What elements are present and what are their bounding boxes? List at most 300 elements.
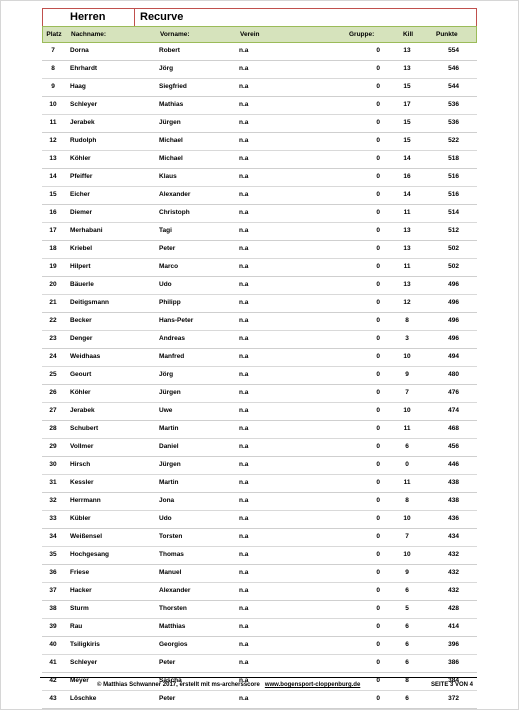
- cell-platz: 27: [49, 407, 57, 414]
- cell-kill: 6: [405, 587, 409, 594]
- cell-platz: 20: [49, 281, 57, 288]
- cell-punkte: 554: [448, 47, 459, 54]
- footer-website-link[interactable]: www.bogensport-cloppenburg.de: [264, 682, 361, 688]
- cell-vorname: Hans-Peter: [159, 317, 194, 324]
- cell-gruppe: 0: [376, 299, 380, 306]
- cell-verein: n.a: [239, 263, 249, 270]
- cell-verein: n.a: [239, 101, 249, 108]
- footer-credit: [97, 678, 360, 692]
- cell-vorname: Mathias: [159, 101, 184, 108]
- cell-platz: 14: [49, 173, 57, 180]
- cell-punkte: 446: [448, 461, 459, 468]
- cell-vorname: Martin: [159, 425, 179, 432]
- cell-vorname: Georgios: [159, 641, 188, 648]
- page-number: SEITE 3 VON 4: [430, 682, 473, 688]
- cell-verein: n.a: [239, 299, 249, 306]
- table-row: [42, 349, 477, 367]
- cell-nachname: Schubert: [70, 425, 99, 432]
- cell-gruppe: 0: [376, 119, 380, 126]
- cell-kill: 13: [403, 65, 411, 72]
- cell-kill: 6: [405, 443, 409, 450]
- cell-gruppe: 0: [376, 551, 380, 558]
- table-row: [42, 547, 477, 565]
- cell-nachname: Denger: [70, 335, 93, 342]
- cell-verein: n.a: [239, 335, 249, 342]
- cell-nachname: Becker: [70, 317, 92, 324]
- cell-punkte: 386: [448, 659, 459, 666]
- header-platz: Platz: [46, 31, 62, 38]
- cell-kill: 11: [403, 479, 411, 486]
- cell-vorname: Michael: [159, 155, 183, 162]
- header-gruppe: Gruppe:: [349, 31, 375, 38]
- cell-punkte: 372: [448, 695, 459, 702]
- cell-punkte: 516: [448, 173, 459, 180]
- cell-nachname: Weidhaas: [70, 353, 101, 360]
- cell-kill: 6: [405, 641, 409, 648]
- cell-gruppe: 0: [376, 461, 380, 468]
- cell-verein: n.a: [239, 209, 249, 216]
- cell-nachname: Hirsch: [70, 461, 91, 468]
- cell-nachname: Köhler: [70, 389, 91, 396]
- table-row: [42, 493, 477, 511]
- cell-gruppe: 0: [376, 227, 380, 234]
- cell-punkte: 432: [448, 569, 459, 576]
- cell-nachname: Meyer: [70, 677, 89, 684]
- cell-gruppe: 0: [376, 335, 380, 342]
- table-row: [42, 601, 477, 619]
- cell-punkte: 512: [448, 227, 459, 234]
- header-vorname: Vorname:: [160, 31, 190, 38]
- cell-vorname: Alexander: [159, 587, 191, 594]
- cell-vorname: Udo: [159, 281, 172, 288]
- cell-vorname: Alexander: [159, 191, 191, 198]
- cell-punkte: 544: [448, 83, 459, 90]
- cell-verein: n.a: [239, 371, 249, 378]
- cell-gruppe: 0: [376, 263, 380, 270]
- cell-kill: 7: [405, 389, 409, 396]
- table-row: [42, 133, 477, 151]
- cell-gruppe: 0: [376, 317, 380, 324]
- cell-verein: n.a: [239, 497, 249, 504]
- cell-vorname: Philipp: [159, 299, 181, 306]
- cell-platz: 26: [49, 389, 57, 396]
- cell-vorname: Michael: [159, 137, 183, 144]
- cell-gruppe: 0: [376, 173, 380, 180]
- footer-credit-text: © Matthias Schwanner 2017, erstellt mit ms-archersscore: [97, 682, 260, 688]
- cell-platz: 39: [49, 623, 57, 630]
- cell-kill: 8: [405, 677, 409, 684]
- cell-punkte: 546: [448, 65, 459, 72]
- cell-vorname: Peter: [159, 659, 176, 666]
- cell-verein: n.a: [239, 245, 249, 252]
- cell-kill: 6: [405, 623, 409, 630]
- cell-nachname: Pfeiffer: [70, 173, 93, 180]
- cell-vorname: Daniel: [159, 443, 179, 450]
- cell-verein: n.a: [239, 533, 249, 540]
- cell-platz: 41: [49, 659, 57, 666]
- cell-vorname: Uwe: [159, 407, 173, 414]
- cell-verein: n.a: [239, 641, 249, 648]
- cell-platz: 25: [49, 371, 57, 378]
- cell-platz: 23: [49, 335, 57, 342]
- cell-kill: 9: [405, 569, 409, 576]
- header-verein: Verein: [240, 31, 260, 38]
- cell-punkte: 438: [448, 479, 459, 486]
- table-row: [42, 619, 477, 637]
- cell-verein: n.a: [239, 605, 249, 612]
- cell-verein: n.a: [239, 551, 249, 558]
- cell-kill: 13: [403, 281, 411, 288]
- bow-class-title: Recurve: [140, 11, 184, 23]
- cell-nachname: Rau: [70, 623, 83, 630]
- table-row: [42, 385, 477, 403]
- cell-vorname: Jürgen: [159, 119, 181, 126]
- cell-gruppe: 0: [376, 371, 380, 378]
- cell-kill: 0: [405, 461, 409, 468]
- cell-platz: 24: [49, 353, 57, 360]
- cell-verein: n.a: [239, 389, 249, 396]
- cell-vorname: Thorsten: [159, 605, 187, 612]
- table-row: [42, 43, 477, 61]
- cell-platz: 13: [49, 155, 57, 162]
- cell-nachname: Rudolph: [70, 137, 97, 144]
- cell-verein: n.a: [239, 479, 249, 486]
- cell-kill: 15: [403, 119, 411, 126]
- cell-verein: n.a: [239, 47, 249, 54]
- cell-platz: 30: [49, 461, 57, 468]
- table-row: [42, 367, 477, 385]
- cell-platz: 29: [49, 443, 57, 450]
- cell-gruppe: 0: [376, 443, 380, 450]
- table-row: [42, 205, 477, 223]
- cell-kill: 17: [403, 101, 411, 108]
- cell-nachname: Vollmer: [70, 443, 94, 450]
- cell-nachname: Ehrhardt: [70, 65, 98, 72]
- cell-verein: n.a: [239, 695, 249, 702]
- cell-verein: n.a: [239, 227, 249, 234]
- cell-vorname: Jürgen: [159, 461, 181, 468]
- cell-punkte: 496: [448, 281, 459, 288]
- table-row: [42, 475, 477, 493]
- cell-verein: n.a: [239, 173, 249, 180]
- cell-punkte: 384: [448, 677, 459, 684]
- cell-gruppe: 0: [376, 641, 380, 648]
- category-title: Herren: [43, 9, 135, 26]
- table-row: [42, 313, 477, 331]
- header-punkte: Punkte: [436, 31, 458, 38]
- table-row: [42, 259, 477, 277]
- table-row: [42, 223, 477, 241]
- cell-punkte: 496: [448, 317, 459, 324]
- cell-gruppe: 0: [376, 209, 380, 216]
- cell-verein: n.a: [239, 461, 249, 468]
- cell-punkte: 522: [448, 137, 459, 144]
- cell-punkte: 476: [448, 389, 459, 396]
- cell-kill: 10: [403, 551, 411, 558]
- cell-gruppe: 0: [376, 155, 380, 162]
- cell-vorname: Manfred: [159, 353, 185, 360]
- cell-kill: 15: [403, 83, 411, 90]
- cell-kill: 9: [405, 371, 409, 378]
- cell-gruppe: 0: [376, 515, 380, 522]
- cell-platz: 9: [51, 83, 55, 90]
- cell-kill: 16: [403, 173, 411, 180]
- cell-punkte: 474: [448, 407, 459, 414]
- cell-gruppe: 0: [376, 407, 380, 414]
- cell-nachname: Sturm: [70, 605, 89, 612]
- cell-gruppe: 0: [376, 191, 380, 198]
- cell-nachname: Löschke: [70, 695, 97, 702]
- cell-punkte: 518: [448, 155, 459, 162]
- cell-vorname: Peter: [159, 695, 176, 702]
- cell-punkte: 468: [448, 425, 459, 432]
- cell-verein: n.a: [239, 65, 249, 72]
- cell-punkte: 438: [448, 497, 459, 504]
- cell-punkte: 536: [448, 119, 459, 126]
- cell-nachname: Geourt: [70, 371, 92, 378]
- cell-vorname: Jörg: [159, 65, 174, 72]
- cell-gruppe: 0: [376, 695, 380, 702]
- cell-nachname: Jerabek: [70, 407, 95, 414]
- table-row: [42, 79, 477, 97]
- cell-nachname: Schleyer: [70, 659, 98, 666]
- cell-gruppe: 0: [376, 623, 380, 630]
- cell-kill: 11: [403, 209, 411, 216]
- cell-nachname: Diemer: [70, 209, 93, 216]
- cell-punkte: 432: [448, 551, 459, 558]
- cell-platz: 12: [49, 137, 57, 144]
- cell-gruppe: 0: [376, 389, 380, 396]
- cell-vorname: Marco: [159, 263, 179, 270]
- cell-gruppe: 0: [376, 569, 380, 576]
- cell-punkte: 434: [448, 533, 459, 540]
- cell-vorname: Jürgen: [159, 389, 181, 396]
- cell-gruppe: 0: [376, 587, 380, 594]
- cell-platz: 18: [49, 245, 57, 252]
- cell-verein: n.a: [239, 83, 249, 90]
- cell-verein: n.a: [239, 443, 249, 450]
- cell-nachname: Schleyer: [70, 101, 98, 108]
- cell-platz: 33: [49, 515, 57, 522]
- cell-verein: n.a: [239, 353, 249, 360]
- table-row: [42, 457, 477, 475]
- cell-platz: 32: [49, 497, 57, 504]
- cell-nachname: Dorna: [70, 47, 89, 54]
- cell-gruppe: 0: [376, 137, 380, 144]
- cell-platz: 34: [49, 533, 57, 540]
- cell-platz: 11: [49, 119, 57, 126]
- cell-punkte: 496: [448, 335, 459, 342]
- table-row: [42, 97, 477, 115]
- cell-kill: 6: [405, 659, 409, 666]
- cell-platz: 37: [49, 587, 57, 594]
- cell-vorname: Thomas: [159, 551, 184, 558]
- table-row: [42, 331, 477, 349]
- cell-kill: 15: [403, 137, 411, 144]
- cell-verein: n.a: [239, 623, 249, 630]
- table-row: [42, 583, 477, 601]
- table-row: [42, 115, 477, 133]
- cell-nachname: Bäuerle: [70, 281, 94, 288]
- cell-vorname: Christoph: [159, 209, 190, 216]
- table-row: [42, 439, 477, 457]
- cell-platz: 36: [49, 569, 57, 576]
- cell-kill: 12: [403, 299, 411, 306]
- table-row: [42, 187, 477, 205]
- cell-platz: 31: [49, 479, 57, 486]
- cell-platz: 16: [49, 209, 57, 216]
- cell-vorname: Jörg: [159, 371, 174, 378]
- cell-gruppe: 0: [376, 677, 380, 684]
- results-table-body: [42, 43, 477, 709]
- cell-vorname: Torsten: [159, 533, 183, 540]
- cell-gruppe: 0: [376, 659, 380, 666]
- table-row: [42, 151, 477, 169]
- cell-gruppe: 0: [376, 533, 380, 540]
- table-row: [42, 61, 477, 79]
- cell-platz: 8: [51, 65, 55, 72]
- cell-vorname: Klaus: [159, 173, 177, 180]
- cell-punkte: 396: [448, 641, 459, 648]
- table-row: [42, 637, 477, 655]
- cell-verein: n.a: [239, 317, 249, 324]
- cell-kill: 10: [403, 353, 411, 360]
- cell-platz: 22: [49, 317, 57, 324]
- table-row: [42, 277, 477, 295]
- cell-nachname: Merhabani: [70, 227, 103, 234]
- cell-kill: 14: [403, 155, 411, 162]
- cell-platz: 40: [49, 641, 57, 648]
- cell-gruppe: 0: [376, 497, 380, 504]
- cell-verein: n.a: [239, 515, 249, 522]
- table-row: [42, 403, 477, 421]
- cell-kill: 11: [403, 263, 411, 270]
- cell-kill: 10: [403, 407, 411, 414]
- cell-punkte: 480: [448, 371, 459, 378]
- cell-platz: 28: [49, 425, 57, 432]
- cell-nachname: Tsiligkiris: [70, 641, 100, 648]
- cell-verein: n.a: [239, 569, 249, 576]
- cell-gruppe: 0: [376, 47, 380, 54]
- cell-platz: 7: [51, 47, 55, 54]
- table-row: [42, 169, 477, 187]
- cell-nachname: Haag: [70, 83, 86, 90]
- cell-punkte: 514: [448, 209, 459, 216]
- cell-nachname: Jerabek: [70, 119, 95, 126]
- cell-nachname: Kübler: [70, 515, 91, 522]
- cell-platz: 19: [49, 263, 57, 270]
- cell-verein: n.a: [239, 587, 249, 594]
- cell-nachname: Hochgesang: [70, 551, 110, 558]
- cell-kill: 5: [405, 605, 409, 612]
- cell-nachname: Hacker: [70, 587, 92, 594]
- cell-platz: 21: [49, 299, 57, 306]
- cell-punkte: 502: [448, 263, 459, 270]
- cell-platz: 17: [49, 227, 57, 234]
- cell-nachname: Kessler: [70, 479, 94, 486]
- cell-platz: 35: [49, 551, 57, 558]
- cell-kill: 14: [403, 191, 411, 198]
- cell-vorname: Tagi: [159, 227, 172, 234]
- cell-gruppe: 0: [376, 101, 380, 108]
- cell-punkte: 432: [448, 587, 459, 594]
- cell-verein: n.a: [239, 155, 249, 162]
- table-row: [42, 421, 477, 439]
- cell-punkte: 536: [448, 101, 459, 108]
- cell-verein: n.a: [239, 137, 249, 144]
- cell-nachname: Hilpert: [70, 263, 91, 270]
- cell-gruppe: 0: [376, 245, 380, 252]
- cell-kill: 13: [403, 47, 411, 54]
- cell-gruppe: 0: [376, 281, 380, 288]
- cell-gruppe: 0: [376, 425, 380, 432]
- table-row: [42, 565, 477, 583]
- cell-nachname: Kriebel: [70, 245, 93, 252]
- cell-kill: 13: [403, 227, 411, 234]
- cell-platz: 42: [49, 677, 57, 684]
- column-header-row: [42, 26, 477, 43]
- cell-kill: 8: [405, 497, 409, 504]
- cell-platz: 43: [49, 695, 57, 702]
- cell-punkte: 428: [448, 605, 459, 612]
- table-row: [42, 529, 477, 547]
- cell-vorname: Udo: [159, 515, 172, 522]
- table-row: [42, 691, 477, 709]
- cell-nachname: Eicher: [70, 191, 90, 198]
- cell-kill: 8: [405, 317, 409, 324]
- table-row: [42, 511, 477, 529]
- cell-punkte: 414: [448, 623, 459, 630]
- table-row: [42, 655, 477, 673]
- cell-punkte: 516: [448, 191, 459, 198]
- cell-kill: 7: [405, 533, 409, 540]
- cell-verein: n.a: [239, 191, 249, 198]
- cell-vorname: Jona: [159, 497, 175, 504]
- cell-vorname: Martin: [159, 479, 179, 486]
- cell-verein: n.a: [239, 659, 249, 666]
- cell-nachname: Deitigsmann: [70, 299, 110, 306]
- cell-punkte: 456: [448, 443, 459, 450]
- cell-kill: 3: [405, 335, 409, 342]
- cell-punkte: 494: [448, 353, 459, 360]
- cell-nachname: Köhler: [70, 155, 91, 162]
- cell-platz: 10: [49, 101, 57, 108]
- table-row: [42, 295, 477, 313]
- cell-gruppe: 0: [376, 353, 380, 360]
- cell-gruppe: 0: [376, 65, 380, 72]
- cell-punkte: 436: [448, 515, 459, 522]
- cell-gruppe: 0: [376, 479, 380, 486]
- cell-gruppe: 0: [376, 605, 380, 612]
- cell-vorname: Manuel: [159, 569, 182, 576]
- cell-kill: 10: [403, 515, 411, 522]
- cell-vorname: Andreas: [159, 335, 186, 342]
- cell-vorname: Peter: [159, 245, 176, 252]
- cell-platz: 15: [49, 191, 57, 198]
- cell-platz: 38: [49, 605, 57, 612]
- cell-verein: n.a: [239, 425, 249, 432]
- cell-punkte: 496: [448, 299, 459, 306]
- table-row: [42, 241, 477, 259]
- cell-vorname: Siegfried: [159, 83, 187, 90]
- cell-kill: 13: [403, 245, 411, 252]
- cell-nachname: Friese: [70, 569, 90, 576]
- table-title: [42, 8, 477, 26]
- page-footer: [40, 677, 477, 692]
- cell-kill: 11: [403, 425, 411, 432]
- cell-kill: 6: [405, 695, 409, 702]
- cell-nachname: Herrmann: [70, 497, 101, 504]
